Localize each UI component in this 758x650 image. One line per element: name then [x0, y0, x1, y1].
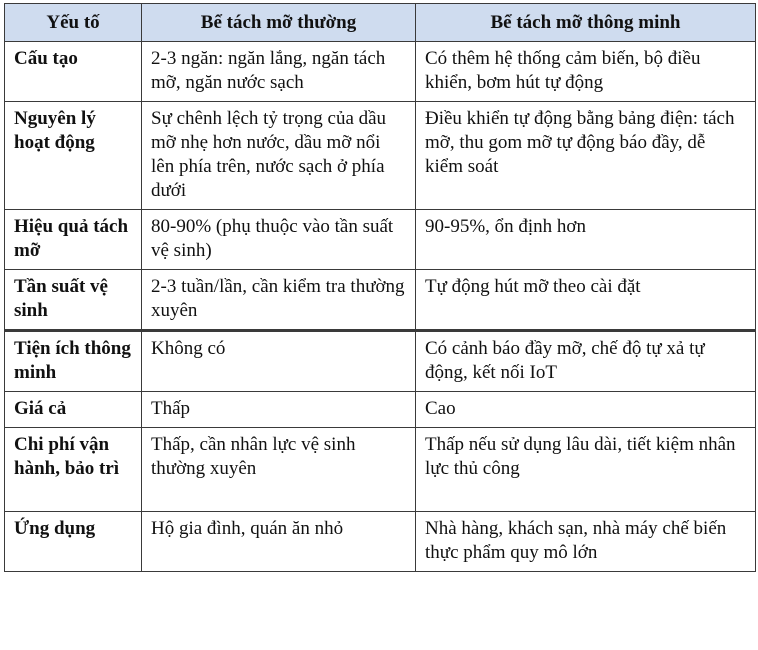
row-factor-operating-cost: Chi phí vận hành, bảo trì [5, 428, 142, 512]
row-factor-smart-features: Tiện ích thông minh [5, 331, 142, 392]
row-factor-structure: Cấu tạo [5, 42, 142, 102]
row-smart-price: Cao [416, 392, 756, 428]
table-row [5, 210, 756, 270]
comparison-table-container [4, 3, 755, 572]
table-header-row [5, 4, 756, 42]
row-smart-operating-cost: Thấp nếu sử dụng lâu dài, tiết kiệm nhân lực thủ công [416, 428, 756, 512]
table-row [5, 392, 756, 428]
row-smart-cleaning: Tự động hút mỡ theo cài đặt [416, 270, 756, 331]
row-smart-principle: Điều khiển tự động bằng bảng điện: tách mỡ, thu gom mỡ tự động báo đầy, dễ kiểm soát [416, 102, 756, 210]
table-row [5, 512, 756, 572]
table-row [5, 42, 756, 102]
table-row [5, 331, 756, 392]
row-regular-cleaning: 2-3 tuần/lần, cần kiểm tra thường xuyên [142, 270, 416, 331]
row-regular-application: Hộ gia đình, quán ăn nhỏ [142, 512, 416, 572]
row-regular-smart-features: Không có [142, 331, 416, 392]
row-factor-efficiency: Hiệu quả tách mỡ [5, 210, 142, 270]
row-regular-structure: 2-3 ngăn: ngăn lắng, ngăn tách mỡ, ngăn nước sạch [142, 42, 416, 102]
row-factor-application: Ứng dụng [5, 512, 142, 572]
header-smart-tank: Bể tách mỡ thông minh [416, 4, 756, 42]
row-smart-efficiency: 90-95%, ổn định hơn [416, 210, 756, 270]
row-regular-efficiency: 80-90% (phụ thuộc vào tần suất vệ sinh) [142, 210, 416, 270]
table-row [5, 270, 756, 331]
table-row [5, 102, 756, 210]
row-regular-price: Thấp [142, 392, 416, 428]
row-factor-cleaning: Tần suất vệ sinh [5, 270, 142, 331]
comparison-table [4, 3, 756, 572]
row-factor-price: Giá cả [5, 392, 142, 428]
row-regular-principle: Sự chênh lệch tỷ trọng của dầu mỡ nhẹ hơn nước, dầu mỡ nổi lên phía trên, nước sạch ở phía dưới [142, 102, 416, 210]
header-regular-tank: Bể tách mỡ thường [142, 4, 416, 42]
row-smart-application: Nhà hàng, khách sạn, nhà máy chế biến thực phẩm quy mô lớn [416, 512, 756, 572]
row-smart-structure: Có thêm hệ thống cảm biến, bộ điều khiển, bơm hút tự động [416, 42, 756, 102]
row-smart-smart-features: Có cảnh báo đầy mỡ, chế độ tự xả tự động, kết nối IoT [416, 331, 756, 392]
table-row [5, 428, 756, 512]
row-regular-operating-cost: Thấp, cần nhân lực vệ sinh thường xuyên [142, 428, 416, 512]
row-factor-principle: Nguyên lý hoạt động [5, 102, 142, 210]
header-factor: Yếu tố [5, 4, 142, 42]
